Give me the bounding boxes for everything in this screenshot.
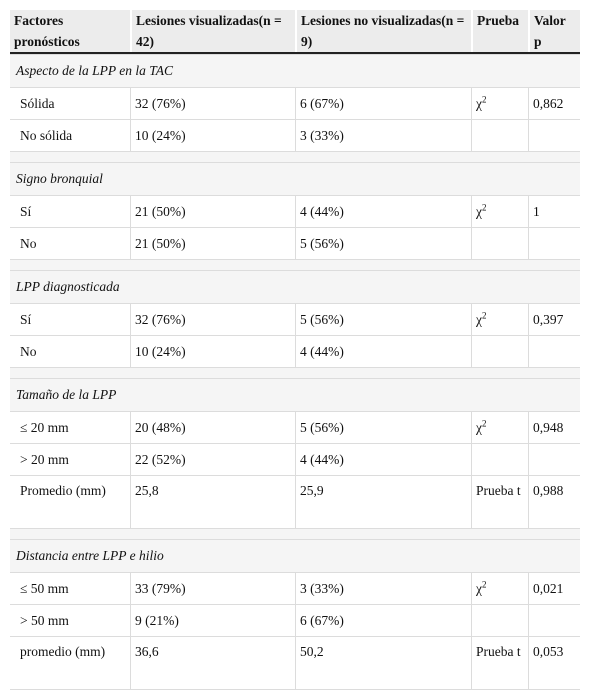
visualized-cell: 10 (24%) [130,336,295,367]
group-title: Signo bronquial [16,171,103,186]
not-visualized-cell: 4 (44%) [295,336,471,367]
table-row [10,443,580,475]
group-row [10,378,580,411]
visualized-cell: 10 (24%) [130,120,295,151]
test-cell: $\chi^2$ [471,88,528,119]
visualized-cell: 33 (79%) [130,573,295,604]
not-visualized-cell: 5 (56%) [295,228,471,259]
factor-cell: No sólida [20,128,73,143]
factor-cell: Sí [20,204,32,219]
chi-square-superscript: 2 [482,310,487,321]
test-cell [471,228,528,259]
test-cell [471,120,528,151]
chi-square-superscript: 2 [482,94,487,105]
factor-cell: ≤ 50 mm [20,581,69,596]
not-visualized-cell: 6 (67%) [295,88,471,119]
table-row [10,303,580,335]
pvalue-cell: 0,397 [528,304,580,335]
table-row [10,335,580,367]
table-row [10,411,580,443]
header-factors: Factores pronósticos [14,13,80,49]
pvalue-cell: 1 [528,196,580,227]
chi-square-superscript: 2 [482,579,487,590]
factor-cell: Promedio (mm) [20,483,106,498]
test-cell: Prueba t [471,637,528,689]
test-cell [471,605,528,636]
table-row [10,227,580,259]
group-spacer [10,259,580,270]
not-visualized-cell: 3 (33%) [295,573,471,604]
test-cell: $\chi^2$ [471,196,528,227]
visualized-cell: 32 (76%) [130,304,295,335]
pvalue-cell [528,444,580,475]
not-visualized-cell: 4 (44%) [295,444,471,475]
group-spacer [10,151,580,162]
group-spacer [10,528,580,539]
group-row [10,539,580,572]
group-row [10,162,580,195]
pvalue-cell [528,336,580,367]
group-row [10,54,580,87]
pvalue-cell: 0,988 [528,476,580,528]
visualized-cell: 21 (50%) [130,228,295,259]
visualized-cell: 21 (50%) [130,196,295,227]
test-cell: $\chi^2$ [471,412,528,443]
factor-cell: promedio (mm) [20,644,106,659]
visualized-cell: 36,6 [130,637,295,689]
header-not-visualized: Lesiones no visualizadas(n = 9) [295,10,471,52]
visualized-cell: 9 (21%) [130,605,295,636]
header-pvalue: Valor p [528,10,580,52]
pvalue-cell [528,228,580,259]
table-row [10,195,580,227]
table-body [10,54,580,690]
factor-cell: > 20 mm [20,452,69,467]
group-row [10,270,580,303]
test-cell [471,336,528,367]
not-visualized-cell: 5 (56%) [295,412,471,443]
not-visualized-cell: 50,2 [295,637,471,689]
visualized-cell: 22 (52%) [130,444,295,475]
pvalue-cell: 0,053 [528,637,580,689]
pvalue-cell: 0,948 [528,412,580,443]
pvalue-cell [528,605,580,636]
table-row [10,636,580,689]
table-row [10,119,580,151]
group-spacer [10,367,580,378]
not-visualized-cell: 5 (56%) [295,304,471,335]
prognostic-factors-table [10,10,580,690]
factor-cell: No [20,236,37,251]
factor-cell: > 50 mm [20,613,69,628]
table-header-row [10,10,580,54]
header-test: Prueba [471,10,528,52]
chi-square-superscript: 2 [482,418,487,429]
visualized-cell: 20 (48%) [130,412,295,443]
pvalue-cell: 0,021 [528,573,580,604]
visualized-cell: 25,8 [130,476,295,528]
pvalue-cell: 0,862 [528,88,580,119]
table-row [10,604,580,636]
test-cell: Prueba t [471,476,528,528]
table-row [10,475,580,528]
factor-cell: Sólida [20,96,55,111]
visualized-cell: 32 (76%) [130,88,295,119]
table-row [10,87,580,119]
group-title: Tamaño de la LPP [16,387,117,402]
test-cell [471,444,528,475]
factor-cell: No [20,344,37,359]
factor-cell: Sí [20,312,32,327]
test-cell: $\chi^2$ [471,573,528,604]
not-visualized-cell: 3 (33%) [295,120,471,151]
table-row [10,572,580,604]
header-visualized: Lesiones visualizadas(n = 42) [130,10,295,52]
factor-cell: ≤ 20 mm [20,420,69,435]
group-title: LPP diagnosticada [16,279,120,294]
pvalue-cell [528,120,580,151]
group-title: Distancia entre LPP e hilio [16,548,164,563]
not-visualized-cell: 4 (44%) [295,196,471,227]
test-cell: $\chi^2$ [471,304,528,335]
group-title: Aspecto de la LPP en la TAC [16,63,173,78]
not-visualized-cell: 6 (67%) [295,605,471,636]
not-visualized-cell: 25,9 [295,476,471,528]
chi-square-superscript: 2 [482,202,487,213]
